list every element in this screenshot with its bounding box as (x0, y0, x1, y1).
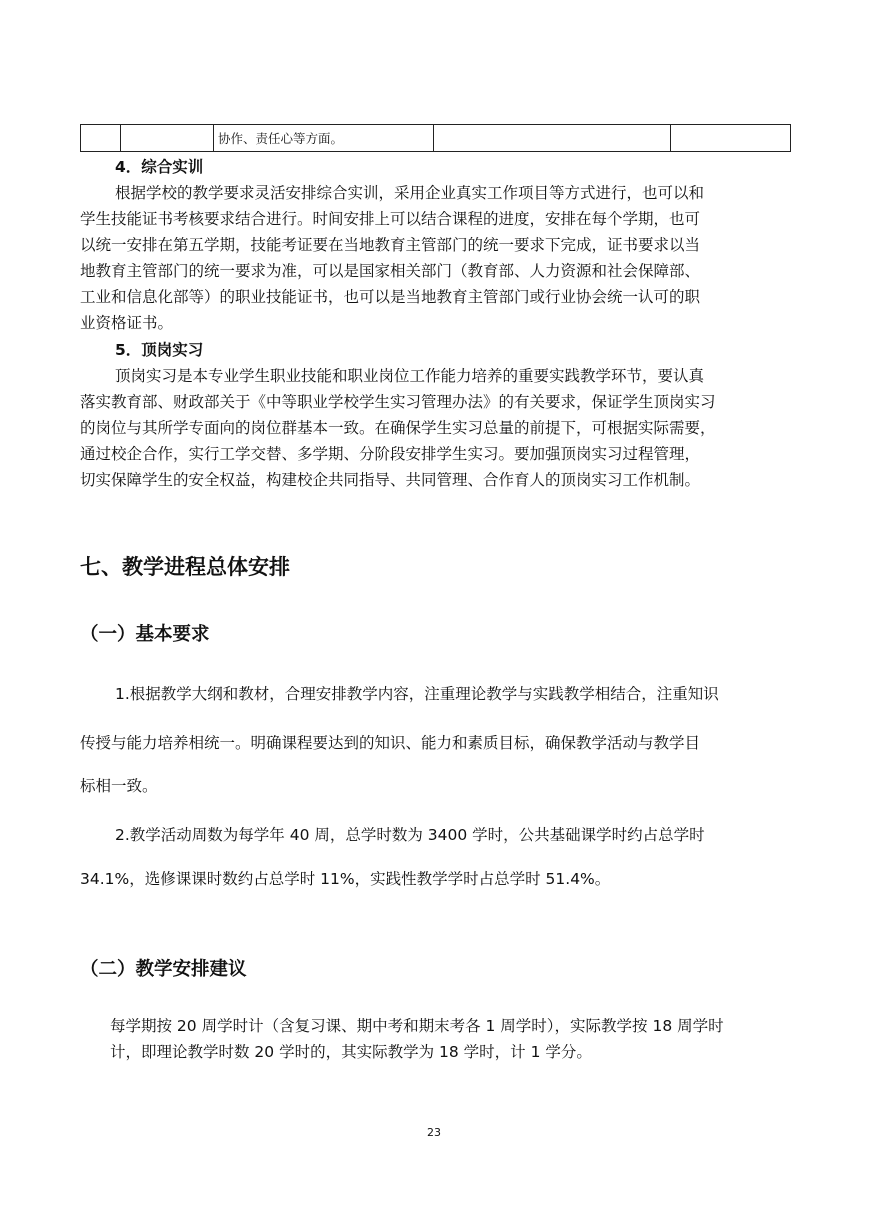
paragraph-line: 以统一安排在第五学期，技能考证要在当地教育主管部门的统一要求下完成，证书要求以当 (80, 236, 701, 254)
table-cell (81, 125, 121, 152)
section-heading-internship: 5．顶岗实习 (115, 341, 204, 359)
paragraph-line: 切实保障学生的安全权益，构建校企共同指导、共同管理、合作育人的顶岗实习工作机制。 (80, 471, 701, 489)
subsection-heading-suggestion: （二）教学安排建议 (80, 959, 247, 980)
table-cell (434, 125, 671, 152)
page-number: 23 (427, 1126, 441, 1139)
chapter-title: 七、教学进程总体安排 (80, 555, 290, 579)
paragraph-line: 工业和信息化部等）的职业技能证书，也可以是当地教育主管部门或行业协会统一认可的职 (80, 288, 701, 306)
table-cell: 协作、责任心等方面。 (214, 125, 434, 152)
paragraph-line: 通过校企合作，实行工学交替、多学期、分阶段安排学生实习。要加强顶岗实习过程管理， (80, 445, 701, 463)
paragraph-line: 每学期按 20 周学时计（含复习课、期中考和期末考各 1 周学时），实际教学按 18 周学时 (110, 1017, 724, 1035)
paragraph-line: 标相一致。 (80, 777, 158, 795)
course-table-fragment (80, 124, 791, 152)
subsection-heading-basic: （一）基本要求 (80, 624, 210, 645)
paragraph-line: 业资格证书。 (80, 314, 174, 332)
paragraph-line: 学生技能证书考核要求结合进行。时间安排上可以结合课程的进度，安排在每个学期，也可 (80, 210, 701, 228)
table-cell (121, 125, 214, 152)
paragraph-line: 顶岗实习是本专业学生职业技能和职业岗位工作能力培养的重要实践教学环节，要认真 (115, 367, 705, 385)
paragraph-line: 2.教学活动周数为每学年 40 周，总学时数为 3400 学时，公共基础课学时约占总学时 (115, 826, 705, 844)
paragraph-line: 地教育主管部门的统一要求为准，可以是国家相关部门（教育部、人力资源和社会保障部、 (80, 262, 701, 280)
paragraph-line: 计，即理论教学时数 20 学时的，其实际教学为 18 学时，计 1 学分。 (110, 1043, 592, 1061)
section-heading-comprehensive-training: 4．综合实训 (115, 158, 204, 176)
paragraph-line: 落实教育部、财政部关于《中等职业学校学生实习管理办法》的有关要求，保证学生顶岗实习 (80, 393, 716, 411)
paragraph-line: 1.根据教学大纲和教材，合理安排教学内容，注重理论教学与实践教学相结合，注重知识 (115, 685, 719, 703)
paragraph-line: 根据学校的教学要求灵活安排综合实训，采用企业真实工作项目等方式进行，也可以和 (115, 184, 705, 202)
paragraph-line: 34.1%，选修课课时数约占总学时 11%，实践性教学学时占总学时 51.4%。 (80, 870, 611, 888)
paragraph-line: 传授与能力培养相统一。明确课程要达到的知识、能力和素质目标，确保教学活动与教学目 (80, 734, 701, 752)
table-row (81, 125, 791, 152)
table-cell (671, 125, 791, 152)
paragraph-line: 的岗位与其所学专面向的岗位群基本一致。在确保学生实习总量的前提下，可根据实际需要， (80, 419, 716, 437)
